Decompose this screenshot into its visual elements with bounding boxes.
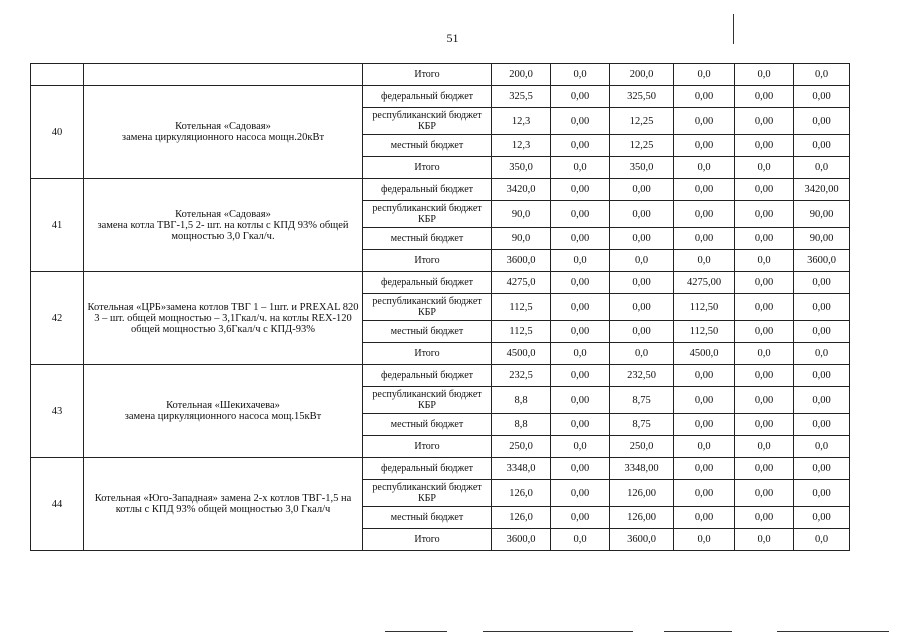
funding-source-cell: Итого	[363, 250, 492, 272]
value-cell: 0,00	[674, 201, 735, 228]
value-cell: 0,0	[610, 343, 674, 365]
value-cell: 0,00	[794, 86, 850, 108]
value-cell: 0,0	[551, 64, 610, 86]
funding-source-cell: республиканский бюджет КБР	[363, 201, 492, 228]
value-cell: 0,00	[610, 294, 674, 321]
funding-source-cell: республиканский бюджет КБР	[363, 480, 492, 507]
value-cell: 0,0	[735, 157, 794, 179]
value-cell: 0,0	[794, 64, 850, 86]
value-cell: 0,00	[674, 414, 735, 436]
scan-mark-bottom-3	[664, 631, 732, 632]
funding-source-cell: республиканский бюджет КБР	[363, 387, 492, 414]
funding-source-cell: федеральный бюджет	[363, 179, 492, 201]
value-cell: 0,00	[794, 108, 850, 135]
row-number-cell: 41	[31, 179, 84, 272]
value-cell: 3348,0	[492, 458, 551, 480]
value-cell: 4275,0	[492, 272, 551, 294]
row-number-cell: 44	[31, 458, 84, 551]
value-cell: 126,0	[492, 507, 551, 529]
value-cell: 0,00	[794, 387, 850, 414]
value-cell: 325,5	[492, 86, 551, 108]
value-cell: 0,00	[551, 458, 610, 480]
value-cell: 0,00	[735, 201, 794, 228]
funding-source-cell: республиканский бюджет КБР	[363, 294, 492, 321]
value-cell: 0,00	[610, 201, 674, 228]
value-cell: 350,0	[610, 157, 674, 179]
value-cell: 0,0	[610, 250, 674, 272]
value-cell: 0,00	[794, 507, 850, 529]
value-cell: 112,50	[674, 294, 735, 321]
value-cell: 0,00	[674, 458, 735, 480]
value-cell: 0,0	[735, 436, 794, 458]
description-cell: Котельная «ЦРБ»замена котлов ТВГ 1 – 1шт. и PREXAL 820 3 – шт. общей мощностью – 3,1Гкал/ч. на котлы REX-120 общей мощностью 3,6Гкал/ч с КПД-93%	[84, 272, 363, 365]
value-cell: 0,00	[610, 321, 674, 343]
value-cell: 0,00	[735, 507, 794, 529]
value-cell: 200,0	[610, 64, 674, 86]
value-cell: 0,0	[674, 529, 735, 551]
value-cell: 4500,0	[492, 343, 551, 365]
value-cell: 0,00	[735, 294, 794, 321]
value-cell: 0,0	[674, 250, 735, 272]
scan-mark-bottom-2	[483, 631, 633, 632]
value-cell: 0,00	[794, 272, 850, 294]
value-cell: 0,00	[735, 228, 794, 250]
value-cell: 0,00	[794, 321, 850, 343]
value-cell: 0,00	[551, 201, 610, 228]
value-cell: 3600,0	[492, 529, 551, 551]
value-cell: 112,5	[492, 321, 551, 343]
row-number-cell: 40	[31, 86, 84, 179]
value-cell: 3348,00	[610, 458, 674, 480]
value-cell: 250,0	[492, 436, 551, 458]
value-cell: 0,0	[794, 529, 850, 551]
value-cell: 0,00	[551, 507, 610, 529]
value-cell: 0,00	[735, 86, 794, 108]
value-cell: 0,00	[735, 480, 794, 507]
row-number-cell	[31, 64, 84, 86]
value-cell: 0,0	[735, 64, 794, 86]
value-cell: 90,00	[794, 228, 850, 250]
value-cell: 3420,0	[492, 179, 551, 201]
value-cell: 0,00	[551, 414, 610, 436]
value-cell: 0,0	[674, 157, 735, 179]
value-cell: 0,0	[794, 157, 850, 179]
value-cell: 0,00	[551, 135, 610, 157]
value-cell: 0,00	[794, 294, 850, 321]
scan-mark-bottom-4	[777, 631, 889, 632]
value-cell: 0,00	[735, 458, 794, 480]
value-cell: 0,00	[674, 108, 735, 135]
value-cell: 0,00	[794, 480, 850, 507]
value-cell: 0,00	[551, 272, 610, 294]
value-cell: 112,50	[674, 321, 735, 343]
value-cell: 90,0	[492, 228, 551, 250]
funding-source-cell: федеральный бюджет	[363, 458, 492, 480]
value-cell: 90,0	[492, 201, 551, 228]
funding-source-cell: Итого	[363, 529, 492, 551]
value-cell: 0,0	[735, 529, 794, 551]
value-cell: 0,00	[674, 365, 735, 387]
scan-mark-bottom-1	[385, 631, 447, 632]
table-row	[31, 64, 850, 86]
value-cell: 0,00	[551, 387, 610, 414]
funding-source-cell: федеральный бюджет	[363, 365, 492, 387]
value-cell: 0,00	[551, 179, 610, 201]
value-cell: 8,8	[492, 414, 551, 436]
funding-source-cell: федеральный бюджет	[363, 272, 492, 294]
value-cell: 350,0	[492, 157, 551, 179]
table-row	[31, 86, 850, 108]
value-cell: 0,00	[674, 387, 735, 414]
value-cell: 3600,0	[794, 250, 850, 272]
value-cell: 0,00	[735, 414, 794, 436]
value-cell: 250,0	[610, 436, 674, 458]
value-cell: 8,75	[610, 414, 674, 436]
row-number-cell: 43	[31, 365, 84, 458]
value-cell: 0,0	[735, 250, 794, 272]
description-cell: Котельная «Юго-Западная» замена 2-х котлов ТВГ-1,5 на котлы с КПД 93% общей мощностью 3,0 Гкал/ч	[84, 458, 363, 551]
funding-source-cell: местный бюджет	[363, 135, 492, 157]
value-cell: 0,00	[674, 135, 735, 157]
value-cell: 0,00	[735, 321, 794, 343]
value-cell: 0,0	[551, 529, 610, 551]
table-row	[31, 365, 850, 387]
value-cell: 0,0	[551, 436, 610, 458]
value-cell: 3600,0	[492, 250, 551, 272]
value-cell: 0,00	[794, 365, 850, 387]
table-body	[31, 64, 850, 551]
value-cell: 0,00	[735, 135, 794, 157]
value-cell: 0,00	[735, 272, 794, 294]
value-cell: 0,00	[610, 228, 674, 250]
value-cell: 0,00	[674, 480, 735, 507]
value-cell: 0,00	[551, 321, 610, 343]
value-cell: 12,25	[610, 135, 674, 157]
funding-source-cell: Итого	[363, 343, 492, 365]
value-cell: 0,0	[794, 436, 850, 458]
funding-source-cell: местный бюджет	[363, 228, 492, 250]
value-cell: 8,75	[610, 387, 674, 414]
funding-source-cell: местный бюджет	[363, 414, 492, 436]
value-cell: 0,00	[735, 387, 794, 414]
row-number-cell: 42	[31, 272, 84, 365]
value-cell: 0,00	[551, 294, 610, 321]
value-cell: 0,0	[735, 343, 794, 365]
value-cell: 12,25	[610, 108, 674, 135]
value-cell: 0,00	[674, 228, 735, 250]
value-cell: 4500,0	[674, 343, 735, 365]
value-cell: 12,3	[492, 108, 551, 135]
value-cell: 0,00	[794, 458, 850, 480]
value-cell: 0,00	[610, 179, 674, 201]
value-cell: 0,00	[794, 135, 850, 157]
table-row	[31, 272, 850, 294]
value-cell: 3600,0	[610, 529, 674, 551]
value-cell: 0,0	[674, 64, 735, 86]
funding-source-cell: местный бюджет	[363, 321, 492, 343]
value-cell: 126,00	[610, 480, 674, 507]
description-cell: Котельная «Садовая» замена котла ТВГ-1,5 2- шт. на котлы с КПД 93% общей мощностью 3,0 Гкал/ч.	[84, 179, 363, 272]
budget-table	[30, 63, 850, 551]
value-cell: 0,00	[794, 414, 850, 436]
funding-source-cell: Итого	[363, 157, 492, 179]
value-cell: 126,0	[492, 480, 551, 507]
value-cell: 0,00	[735, 179, 794, 201]
value-cell: 0,00	[551, 228, 610, 250]
value-cell: 0,00	[735, 365, 794, 387]
description-cell	[84, 64, 363, 86]
funding-source-cell: федеральный бюджет	[363, 86, 492, 108]
value-cell: 0,00	[735, 108, 794, 135]
value-cell: 0,0	[551, 250, 610, 272]
scan-mark-right	[733, 14, 734, 44]
value-cell: 0,0	[794, 343, 850, 365]
value-cell: 0,0	[551, 343, 610, 365]
funding-source-cell: республиканский бюджет КБР	[363, 108, 492, 135]
value-cell: 0,00	[551, 480, 610, 507]
funding-source-cell: местный бюджет	[363, 507, 492, 529]
value-cell: 3420,00	[794, 179, 850, 201]
value-cell: 200,0	[492, 64, 551, 86]
table-row	[31, 458, 850, 480]
value-cell: 0,00	[551, 86, 610, 108]
value-cell: 90,00	[794, 201, 850, 228]
value-cell: 0,00	[674, 179, 735, 201]
funding-source-cell: Итого	[363, 64, 492, 86]
value-cell: 0,00	[674, 86, 735, 108]
value-cell: 4275,00	[674, 272, 735, 294]
funding-source-cell: Итого	[363, 436, 492, 458]
value-cell: 0,00	[674, 507, 735, 529]
value-cell: 0,00	[551, 108, 610, 135]
value-cell: 126,00	[610, 507, 674, 529]
value-cell: 0,00	[610, 272, 674, 294]
value-cell: 232,5	[492, 365, 551, 387]
value-cell: 0,0	[674, 436, 735, 458]
value-cell: 325,50	[610, 86, 674, 108]
value-cell: 112,5	[492, 294, 551, 321]
table-row	[31, 179, 850, 201]
value-cell: 0,00	[551, 365, 610, 387]
value-cell: 0,0	[551, 157, 610, 179]
value-cell: 8,8	[492, 387, 551, 414]
page-number: 51	[446, 31, 459, 45]
description-cell: Котельная «Шекихачева» замена циркуляционного насоса мощ.15кВт	[84, 365, 363, 458]
value-cell: 232,50	[610, 365, 674, 387]
value-cell: 12,3	[492, 135, 551, 157]
description-cell: Котельная «Садовая» замена циркуляционного насоса мощн.20кВт	[84, 86, 363, 179]
